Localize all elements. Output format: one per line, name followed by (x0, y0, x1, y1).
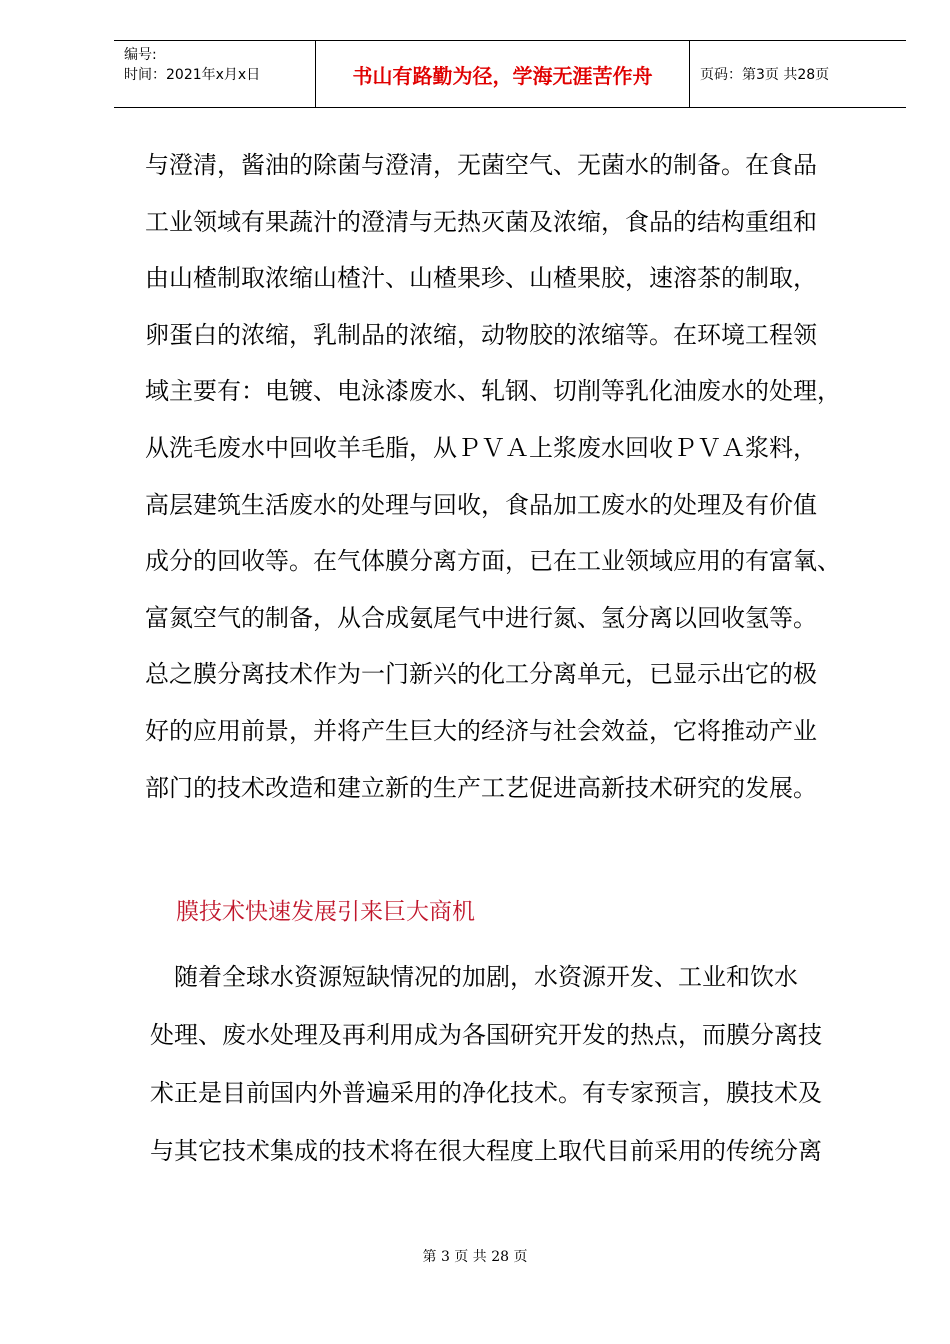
header-meta (114, 41, 316, 107)
body-line: 卵蛋白的浓缩，乳制品的浓缩，动物胶的浓缩等。在环境工程领 (145, 320, 817, 349)
body-line: 与澄清，酱油的除菌与澄清，无菌空气、无菌水的制备。在食品 (145, 151, 817, 179)
section-heading: 膜技术快速发展引来巨大商机 (176, 899, 475, 925)
body-line: 随着全球水资源短缺情况的加剧，水资源开发、工业和饮水 (150, 963, 798, 991)
section-paragraph (150, 948, 890, 1180)
header-motto: 书山有路勤为径，学海无涯苦作舟 (316, 41, 690, 107)
body-line: 处理、废水处理及再利用成为各国研究开发的热点，而膜分离技 (150, 1021, 822, 1049)
body-line: 富氮空气的制备，从合成氨尾气中进行氮、氢分离以回收氢等。 (145, 603, 817, 632)
page-header (114, 40, 906, 108)
body-line: 好的应用前景，并将产生巨大的经济与社会效益，它将推动产业 (145, 716, 817, 745)
number-label: 编号: (124, 47, 157, 63)
body-line: 从洗毛废水中回收羊毛脂，从ＰＶＡ上浆废水回收ＰＶＡ浆料， (145, 433, 817, 462)
body-line: 由山楂制取浓缩山楂汁、山楂果珍、山楂果胶，速溶茶的制取， (145, 264, 817, 293)
page-footer: 第 3 页 共 28 页 (422, 1249, 528, 1265)
body-line: 总之膜分离技术作为一门新兴的化工分离单元，已显示出它的极 (145, 660, 817, 689)
body-line: 域主要有：电镀、电泳漆废水、轧钢、切削等乳化油废水的处理， (145, 377, 841, 406)
body-line: 成分的回收等。在气体膜分离方面，已在工业领域应用的有富氧、 (145, 547, 841, 576)
body-line: 高层建筑生活废水的处理与回收，食品加工废水的处理及有价值 (145, 490, 817, 519)
header-page-info: 页码：第3页 共28页 (700, 67, 830, 83)
time-label: 时间：2021年x月x日 (124, 67, 261, 83)
body-line: 术正是目前国内外普遍采用的净化技术。有专家预言，膜技术及 (150, 1079, 822, 1107)
body-line: 与其它技术集成的技术将在很大程度上取代目前采用的传统分离 (150, 1137, 822, 1165)
body-line: 部门的技术改造和建立新的生产工艺促进高新技术研究的发展。 (145, 773, 817, 802)
body-line: 工业领域有果蔬汁的澄清与无热灭菌及浓缩，食品的结构重组和 (145, 207, 817, 236)
body-paragraph (145, 137, 875, 816)
